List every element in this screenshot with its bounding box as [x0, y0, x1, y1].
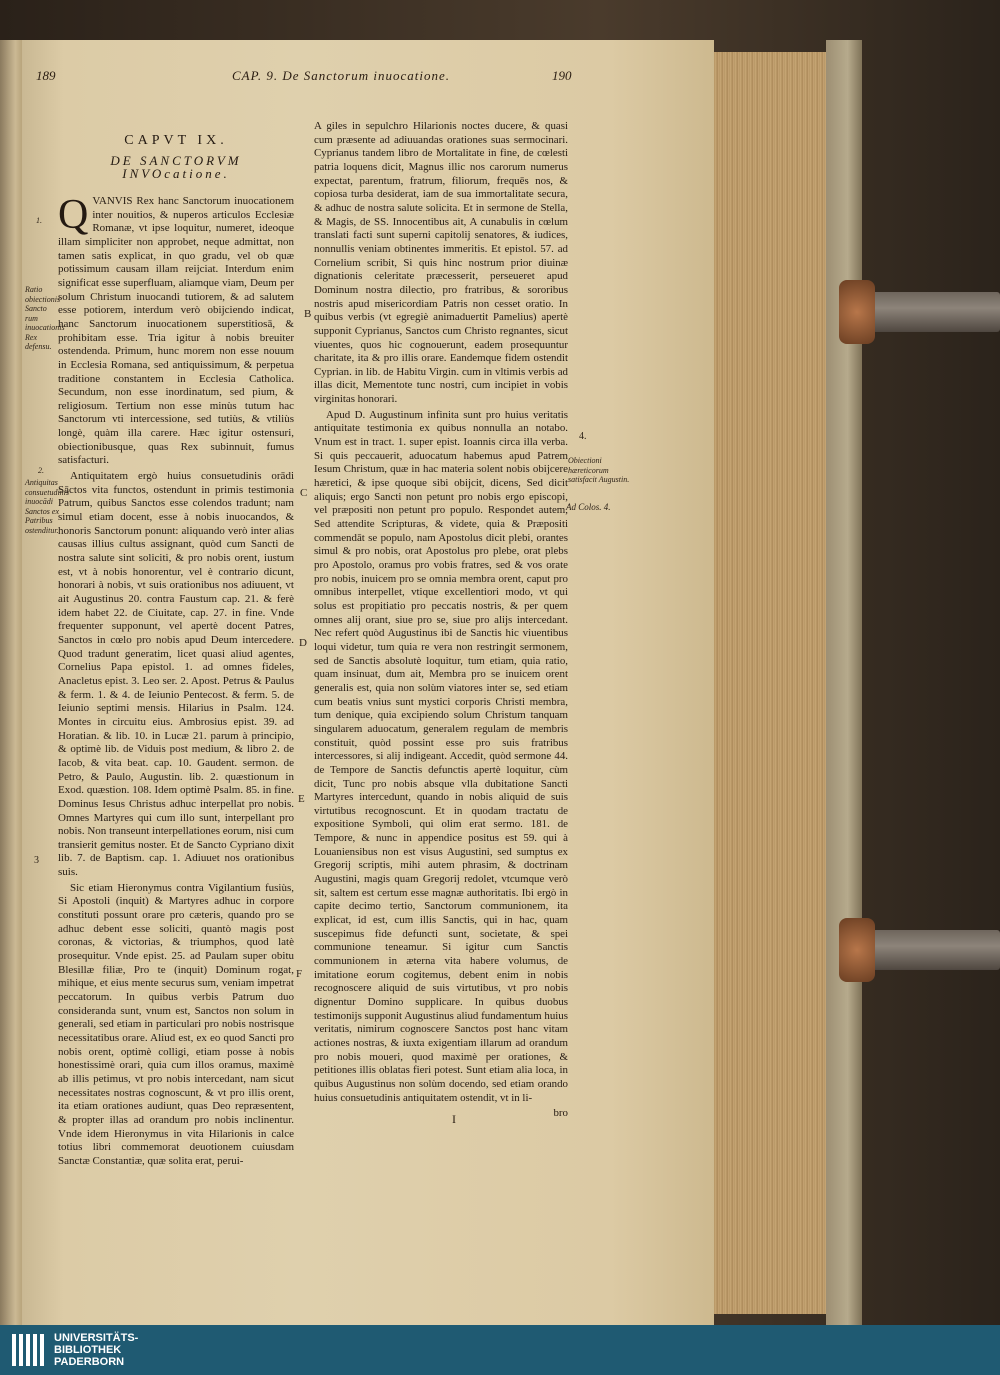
library-name-line-2: BIBLIOTHEK [54, 1344, 122, 1356]
library-footer [0, 1325, 1000, 1375]
right-page-number: 190 [552, 68, 572, 83]
gutter-letter-d: D [299, 637, 307, 649]
margin-note-4: Obiectioni hæreticorum satisfacit Augustin. [568, 456, 630, 484]
margin-note-2: Antiquitas consuetudinis inuocādi Sanctos ex Patribus ostenditur. [25, 478, 69, 535]
paragraph-1: QVANVIS Rex hanc Sanctorum inuocationem inter nouitios, & nuperos articulos Ecclesiæ Romanæ, vt ipse loquitur, numeret, ideoque illam simpliciter non approbet, neque admittat, non tamen satis explicat, in quo gradu, vel ob quæ potissimum causam illam reijciat. Interdum enim significat esse superfluam, aliamque viam, Deum per solum Christum inuocandi tutiorem, & ad salutem esse potiorem, interdum verò obijciendo indicat, hanc Sanctorum inuocationem superstitiosā, & prohibitam esse. Tria igitur à nobis breuiter ostendenda. Primum, hunc morem non esse nouum in Ecclesia Romana, sed antiquissimum, & perpetua traditione constantem in Ecclesia Catholica. Secundum, non esse inordinatum, sed pium, & religiosum. Tertium non esse minùs tutum hac Sanctorum vti intercessione, sed tutiùs, & vtiliùs longè, quàm illa carere. Hæc igitur ostensuri, obiectionibusque, quas Rex subinnuit, fumus satisfacturi. [58, 191, 294, 467]
dropcap: Q [58, 191, 89, 238]
right-column [314, 120, 568, 1121]
signature-mark: I [452, 1112, 456, 1126]
upper-clasp [845, 292, 1000, 332]
catchword: bro [553, 1107, 568, 1120]
gutter-letter-e: E [298, 793, 305, 805]
book-cover-edge [826, 40, 862, 1325]
paragraph-2: Antiquitatem ergò huius consuetudinis orādi Sāctos vita functos, ostendunt in primis testimonia Patrum, quibus Sanctos esse colendos tradunt; nam simul etiam docent, esse à nobis inuocandos, & honoris Sanctorum ponunt: aliquando verò inter alias causas illius cultus assignant, quòd cum Sancti de nostra salute sint soliciti, & pro nobis orent, iustum est, vt à nobis honorentur, vel è contrario dicunt, honorari à nobis, vt suis orationibus nos adiuuent, vt ait Augustinus 20. contra Faustum cap. 21. & ferè idem habet 22. de Ciuitate, cap. 27. in fine. Vnde frequenter supponunt, vel apertè docent Patres, Sanctos in cœlo pro nobis apud Deum intercedere. Quod tradunt generatim, licet quasi aliud agentes, Cornelius Papa epistol. 1. ad omnes fideles, Anacletus epist. 3. Leo ser. 2. Apost. Petrus & Paulus & ferm. 1. & 4. de Ieiunio Pentecost. & ferm. 5. de Ieiunio septimi mensis. Hilarius in Psalm. 124. Montes in circuitu eius. Ambrosius epist. 39. ad Horatian. & lib. 10. in Lucæ 21. parum à principio, & optimè lib. de Viduis post medium, & libro 2. de Iacob, & vita beat. cap. 10. Gaudent. sermon. de Petro, & Paulo, Augustin. lib. 2. quæstionum in Exod. quæstion. 108. Idem optimè Psalm. 85. in fine. Dominus Iesus Christus adhuc interpellat pro nobis. Omnes Martyres qui cum illo sunt, interpellant pro nobis. Non transeunt interpellationes eorum, nisi cum transierit gemitus noster. Et de Sancto Cypriano dixit lib. 7. de Baptism. cap. 1. Adiuuet nos orationibus suis. [58, 470, 294, 879]
margin-note-1: Ratio obiectionis Sancto rum inuocationis Rex defensu. [25, 285, 65, 351]
margin-number-1: 1. [36, 216, 42, 225]
left-page-number: 189 [36, 68, 56, 83]
chapter-title: CAPVT IX. [124, 133, 228, 148]
section-title: DE SANCTORVM INVOcatione. [110, 152, 242, 182]
library-name [54, 1332, 138, 1368]
running-head: CAP. 9. De Sanctorum inuocatione. [232, 68, 450, 83]
left-column [58, 100, 294, 1171]
margin-number-2: 2. [38, 466, 44, 475]
library-name-line-3: PADERBORN [54, 1356, 125, 1368]
library-name-line-1: UNIVERSITÄTS- [54, 1332, 139, 1344]
gutter-letter-f: F [296, 968, 303, 980]
lower-clasp [845, 930, 1000, 970]
library-logo-icon [12, 1334, 46, 1366]
margin-number-4: 4. [579, 431, 587, 442]
right-paragraph-1: A giles in sepulchro Hilarionis noctes ducere, & quasi cum præsente ad adiuuandas orationes suas sermocinari. Cyprianus tandem libro de Mortalitate in fine, de cœlesti patria loquens dicit, Magnus illic nos carorum numerus expectat, parentum, fratrum, filiorum, frequēs nos, & copiosa turba desiderat, iam de sua immortalitate secura, & adhuc de nostra salute solicita. Et in sermone de Stella, & Magis, de SS. Innocentibus ait, A cunabulis in cœlum translati facti sunt superni capitolij senatores, & iudices, nonnullis veniam obtinentes immeritis. Et epistol. 57. ad Cornelium scribit, Si quis hinc nostrum prior diuinæ dignationis celeritate præcesserit, perseueret apud Dominum nostra dilectio, pro fratribus, & sororibus nostris apud misericordiam Patris non cesset oratio. In quibus verbis (vt egregiè animaduertit Pamelius) apertè supponit Cyprianus, Sanctos cum Christo regnantes, sicut viuentes, quos hic cognouerunt, eadem prosequuntur charitate, ita & pro illis orare. Eandemque fidem ostendit Cyprian. in lib. de Habitu Virgin. cum in vltimis verbis ad illas dicit, Mementote tunc nostri, cum incipiet in vobis virginitas honorari. [314, 120, 568, 406]
margin-note-5: Ad Colos. 4. [566, 502, 611, 512]
right-paragraph-2: Apud D. Augustinum infinita sunt pro huius veritatis antiquitate testimonia ex quibus nonnulla an notabo. Vnum est in tract. 1. super epist. Ioannis circa illa verba. Si quis peccauerit, aduocatum habemus apud Patrem Iesum Christum, quæ in hac materia solent nobis obijcere hæretici, & ipse quoque sibi obijcit, dicens, Sed dicit aliquis; ergo Sancti non petunt pro nobis ergo episcopi, vel præpositi non petunt pro populo. Respondet autem, Sed attendite Scripturas, & videte, quia & Præpositi commendāt se populo, nam Apostolus dicit plebi, orantes simul & pro nobis, orat Apostolus pro plebe, orat plebs pro Apostolo, oramus pro vobis fratres, sed & vos orate pro nobis, inuicem pro se omnia membra orent, caput pro omnibus interpellet, vtique excellentiori modo, vt qui solus est propitiatio pro peccatis nostris, & per quem omnes alij orant, siue pro se, siue pro alijs intercedant. Nec refert quòd Augustinus ibi de Sanctis hic viuentibus loqui videtur, tum quia re vera non restringit sermonem, sed de Sanctis absolutè loquitur, tum etiam, quia ratio, quam insinuat, dum ait, Membra pro se inuicem orent generalis est, quia non solùm viatores inter se, sed etiam cum beatis vnius sunt mystici corporis Christi membra, tum denique, quia excipiendo solum Christum tanquam singularem aduocatum, generalem regulam de membris constituit, quòd possint esse pro suis fratribus intercessores, si alij indigeant. Accedit, quòd sermone 44. de Tempore de Sanctis defunctis apertè loquitur, cùm dicit, Tunc pro nobis absque vlla dubitatione Sancti Martyres intercedunt, quando in nobis aliquid de suis virtutibus recognoscunt. Et in quodam tractatu de expositione Symboli, qui olim erat sermo. 181. de Tempore, & nunc in appendice positus est 59. qui à Louaniensibus non est visus Augustini, sed sumptus ex Gregorij scriptis, mihi autem phrasim, & doctrinam Augustini, magis quam Gregorij redolet, vtcumque verò sit, saltem est certum esse magnæ authoritatis. Ibi ergò in capite decimo tertio, Sanctorum communionem, ita explicat, id est, cum illis Sanctis, qui in hac, quam suscepimus fide defuncti sunt, societate, & spei communione teneamur. Si igitur cum Sanctis communionem in æterna vita habere volumus, de imitatione eorum cogitemus, debent enim in nobis recognoscere aliquid de suis virtutibus, vt pro nobis dignentur Domino supplicare. In quibus duobus testimonijs supponit Augustinus aliud fundamentum huius veritatis, nimirum cognoscere Sanctos post hanc vitam actiones nostras, & iuxta exigentiam illarum ad orandum pro nobis moueri, quod maximè per orationes, & petitiones illis oblatas fieri potest. Sunt etiam alia loca, in quibus Augustinus non solùm docendo, sed etiam orando huius consuetudinis antiquitatem ostendit, vt in li- [314, 408, 568, 1104]
gutter-letter-b: B [304, 308, 312, 320]
gutter-letter-c: C [300, 487, 308, 499]
margin-number-3: 3 [34, 855, 39, 866]
fore-edge [714, 52, 829, 1314]
paragraph-3: Sic etiam Hieronymus contra Vigilantium fusiùs, Si Apostoli (inquit) & Martyres adhuc in corpore constituti possunt orare pro cæteris, quando pro se adhuc debent esse soliciti, quantò magis post coronas, & victorias, & triumphos, quod latè prosequitur. Vnde epist. 25. ad Paulam super obitu Blesillæ filiæ, Pro te (inquit) Dominum rogat, mihique, et eius mente securus sum, veniam impetrat peccatorum. In quibus verbis Patrum duo consideranda sunt, vnum est, Sanctos non solum in generali, sed etiam in particulari pro nobis nostrisque necessitatibus orare. Aliud est, ex eo quod Sancti pro nobis orent, optimè colligi, etiam posse à nobis honestissimè orari, quia cum illos oramus, maximè ab illis petimus, vt pro nobis intercedant, nam sicut necessitates nostras cognoscunt, & vt pro illis orent, ita etiam orationes audiunt, quas Deo repræsentent, & propter illas ad orandum pro nobis inclinentur. Vnde idem Hieronymus in vita Hilarionis in calce totius libri commemorat deuotionem cuiusdam Sanctæ Constantiæ, quæ solita erat, perui- [58, 881, 294, 1167]
previous-page-edge [0, 40, 22, 1325]
